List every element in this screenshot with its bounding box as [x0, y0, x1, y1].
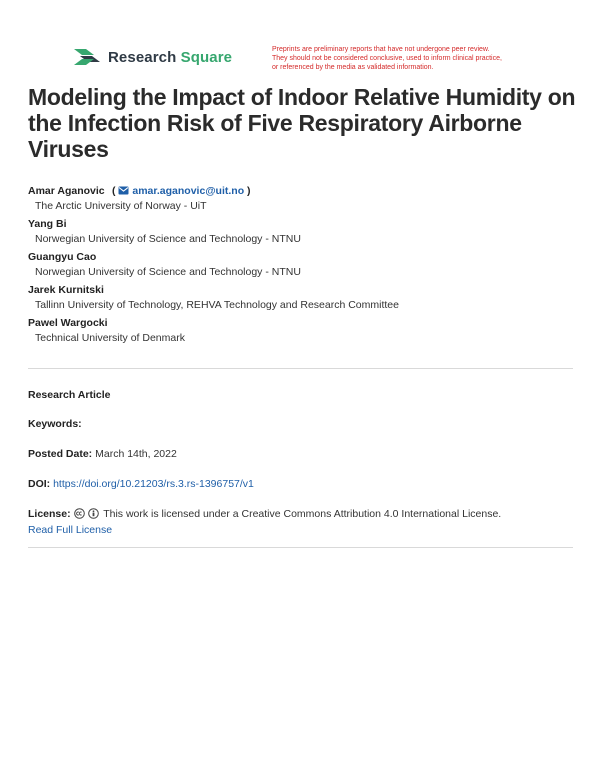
- author-affiliation: Technical University of Denmark: [35, 332, 185, 344]
- doi-label: DOI:: [28, 478, 51, 490]
- section-divider: [28, 368, 573, 369]
- notice-line: or referenced by the media as validated information.: [272, 64, 434, 71]
- author-name: Guangyu Cao: [28, 251, 97, 263]
- author-entry: [28, 181, 578, 214]
- author-entry: [28, 250, 578, 280]
- author-entry: [28, 283, 578, 313]
- by-icon: [88, 508, 99, 519]
- author-list: [28, 181, 578, 349]
- preprint-notice: [272, 45, 572, 72]
- author-entry: [28, 217, 578, 247]
- author-entry: [28, 316, 578, 346]
- doi-link[interactable]: https://doi.org/10.21203/rs.3.rs-1396757/v1: [53, 478, 254, 490]
- author-name: Jarek Kurnitski: [28, 284, 104, 296]
- license-row: [28, 506, 578, 538]
- keywords-label: Keywords:: [28, 418, 82, 430]
- cc-icon: [74, 508, 85, 519]
- notice-line: They should not be considered conclusive, used to inform clinical practice,: [272, 55, 502, 62]
- author-name: Amar Aganovic: [28, 185, 105, 197]
- envelope-icon: [118, 186, 129, 195]
- posted-date-value: March 14th, 2022: [95, 448, 177, 460]
- author-name: Pawel Wargocki: [28, 317, 108, 329]
- paper-title: Modeling the Impact of Indoor Relative Humidity on the Infection Risk of Five Respiratory Airborne Viruses: [28, 84, 576, 162]
- article-type: Research Article: [28, 389, 111, 401]
- read-full-license-link[interactable]: Read Full License: [28, 524, 113, 536]
- author-email-link[interactable]: amar.aganovic@uit.no: [132, 185, 245, 197]
- author-affiliation: Tallinn University of Technology, REHVA Technology and Research Committee: [35, 299, 399, 311]
- author-name: Yang Bi: [28, 218, 67, 230]
- author-affiliation: The Arctic University of Norway - UiT: [35, 200, 207, 212]
- license-text: This work is licensed under a Creative Commons Attribution 4.0 International License.: [103, 508, 502, 520]
- notice-line: Preprints are preliminary reports that have not undergone peer review.: [272, 46, 490, 53]
- author-affiliation: Norwegian University of Science and Technology - NTNU: [35, 266, 301, 278]
- doi-row: [28, 476, 578, 492]
- license-label: License:: [28, 508, 71, 520]
- keywords-row: [28, 416, 578, 432]
- logo-text: Research Square: [108, 48, 233, 66]
- page-header: [72, 42, 592, 82]
- author-email-group: ( amar.aganovic@uit.no ): [109, 185, 251, 197]
- section-divider: [28, 547, 573, 548]
- author-affiliation: Norwegian University of Science and Technology - NTNU: [35, 233, 301, 245]
- research-square-logo-icon: [72, 46, 102, 68]
- research-square-logo[interactable]: [72, 46, 232, 68]
- posted-date-row: [28, 446, 578, 462]
- posted-date-label: Posted Date:: [28, 448, 93, 460]
